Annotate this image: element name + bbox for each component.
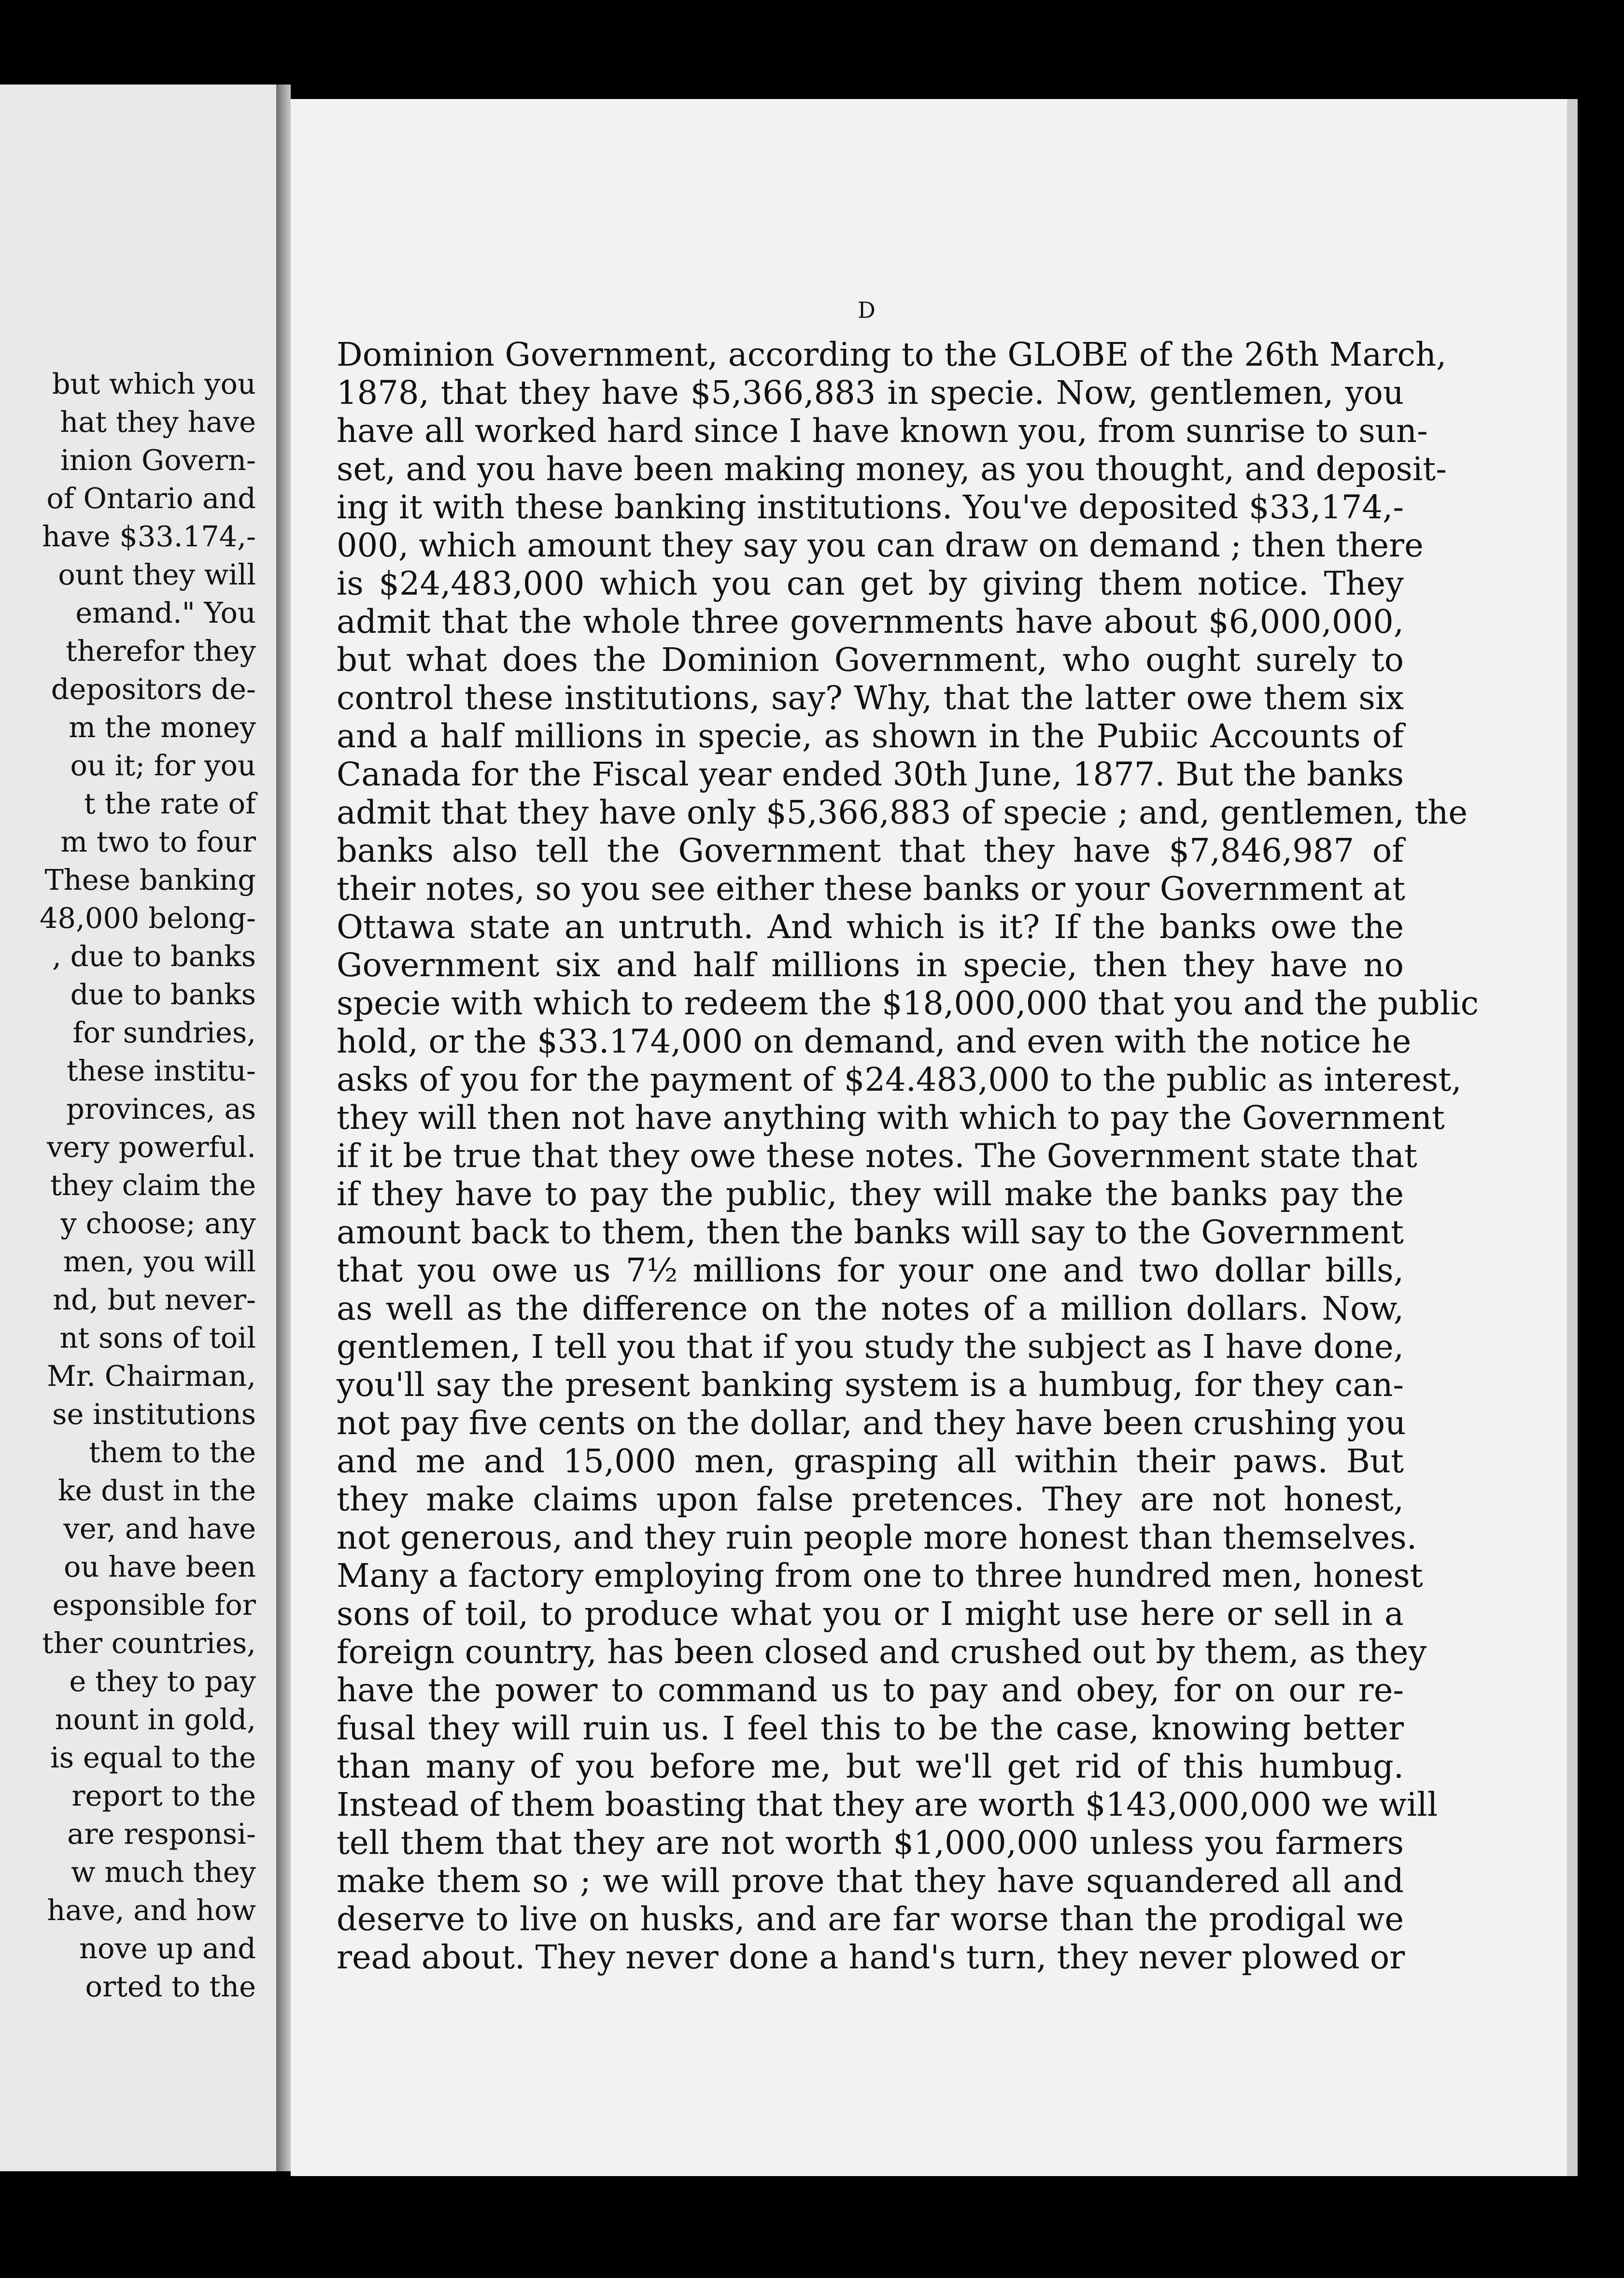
- text-line: fusal they will ruin us. I feel this to be the case, knowing better: [337, 1709, 1404, 1747]
- left-line: m two to four: [60, 825, 256, 858]
- left-line: very powerful.: [47, 1130, 256, 1164]
- text-line: tell them that they are not worth $1,000,000 unless you farmers: [337, 1824, 1404, 1862]
- page-edge: [1567, 99, 1578, 2176]
- left-line: them to the: [89, 1436, 256, 1469]
- left-line: m the money: [69, 711, 256, 744]
- text-line: foreign country, has been closed and crushed out by them, as they: [337, 1633, 1427, 1671]
- text-line: if it be true that they owe these notes. The Government state that: [337, 1137, 1417, 1175]
- left-line: esponsible for: [52, 1588, 256, 1622]
- text-line: control these institutions, say? Why, that the latter owe them six: [337, 679, 1404, 717]
- text-line: amount back to them, then the banks will say to the Government: [337, 1213, 1404, 1251]
- text-line: hold, or the $33.174,000 on demand, and even with the notice he: [337, 1023, 1412, 1060]
- text-line: but what does the Dominion Government, who ought surely to: [337, 641, 1404, 679]
- left-line: due to banks: [70, 978, 256, 1011]
- left-line: is equal to the: [50, 1741, 256, 1774]
- left-line: orted to the: [85, 1970, 256, 2003]
- text-line: asks of you for the payment of $24.483,000 to the public as interest,: [337, 1061, 1462, 1098]
- left-line: ver, and have: [63, 1512, 256, 1545]
- left-line: provinces, as: [66, 1092, 256, 1125]
- left-line: ther countries,: [42, 1626, 256, 1660]
- left-line: of Ontario and: [46, 482, 256, 515]
- left-line: se institutions: [52, 1397, 256, 1431]
- text-line: you'll say the present banking system is a humbug, for they can-: [337, 1366, 1404, 1404]
- text-line: and me and 15,000 men, grasping all within their paws. But: [337, 1442, 1404, 1480]
- left-line: emand." You: [75, 596, 256, 629]
- text-line: they will then not have anything with which to pay the Government: [337, 1099, 1445, 1137]
- text-line: 1878, that they have $5,366,883 in specie. Now, gentlemen, you: [337, 374, 1404, 412]
- text-line: 000, which amount they say you can draw on demand ; then there: [337, 527, 1424, 564]
- left-line: depositors de-: [51, 672, 256, 706]
- left-line: nove up and: [79, 1932, 256, 1965]
- left-line: therefor they: [65, 634, 256, 668]
- right-page: [291, 99, 1567, 2176]
- left-line: e they to pay: [69, 1665, 256, 1698]
- left-page: [0, 85, 276, 2171]
- text-line: and a half millions in specie, as shown in the Pubiic Accounts of: [337, 717, 1404, 755]
- left-page-text: [0, 365, 276, 2006]
- left-line: These banking: [44, 863, 256, 897]
- left-line: but which you: [52, 367, 256, 400]
- text-line: sons of toil, to produce what you or I might use here or sell in a: [337, 1595, 1404, 1633]
- text-line: not pay five cents on the dollar, and they have been crushing you: [337, 1404, 1406, 1442]
- left-line: t the rate of: [84, 787, 256, 820]
- text-line: admit that the whole three governments have about $6,000,000,: [337, 603, 1404, 641]
- book-gutter: [276, 85, 291, 2171]
- left-line: hat they have: [60, 405, 256, 439]
- left-line: are responsi-: [67, 1817, 256, 1851]
- left-line: for sundries,: [72, 1016, 256, 1049]
- text-line: ing it with these banking institutions. You've deposited $33,174,-: [337, 488, 1404, 526]
- left-line: men, you will: [63, 1245, 256, 1278]
- left-line: these institu-: [67, 1054, 256, 1087]
- body-text: [337, 336, 1479, 1977]
- left-line: ou it; for you: [70, 749, 256, 782]
- text-line: is $24,483,000 which you can get by giving them notice. They: [337, 565, 1404, 602]
- left-line: ount they will: [58, 558, 256, 591]
- text-line: Ottawa state an untruth. And which is it? If the banks owe the: [337, 908, 1404, 946]
- left-line: have, and how: [47, 1894, 256, 1927]
- text-line: they make claims upon false pretences. They are not honest,: [337, 1481, 1404, 1518]
- left-line: ou have been: [63, 1550, 256, 1583]
- text-line: have all worked hard since I have known you, from sunrise to sun-: [337, 412, 1428, 450]
- text-line: make them so ; we will prove that they have squandered all and: [337, 1862, 1404, 1900]
- left-line: , due to banks: [52, 940, 256, 973]
- text-line: deserve to live on husks, and are far worse than the prodigal we: [337, 1900, 1404, 1938]
- left-line: they claim the: [50, 1168, 256, 1202]
- text-line: Canada for the Fiscal year ended 30th June, 1877. But the banks: [337, 755, 1404, 793]
- text-line: Instead of them boasting that they are worth $143,000,000 we will: [337, 1786, 1438, 1823]
- left-line: Mr. Chairman,: [47, 1359, 256, 1393]
- text-line: gentlemen, I tell you that if you study the subject as I have done,: [337, 1328, 1404, 1366]
- text-line: banks also tell the Government that they have $7,846,987 of: [337, 832, 1404, 869]
- text-line: Dominion Government, according to the GLOBE of the 26th March,: [337, 336, 1447, 373]
- text-line: Many a factory employing from one to three hundred men, honest: [337, 1557, 1423, 1595]
- left-line: nd, but never-: [53, 1283, 256, 1316]
- text-line: their notes, so you see either these banks or your Government at: [337, 870, 1405, 908]
- left-line: ke dust in the: [57, 1474, 256, 1507]
- left-line: report to the: [71, 1779, 256, 1812]
- page-number: D: [858, 297, 876, 323]
- text-line: Government six and half millions in specie, then they have no: [337, 946, 1404, 984]
- text-line: as well as the difference on the notes of a million dollars. Now,: [337, 1290, 1404, 1327]
- text-line: have the power to command us to pay and obey, for on our re-: [337, 1671, 1404, 1709]
- text-line: if they have to pay the public, they will make the banks pay the: [337, 1175, 1404, 1213]
- left-line: have $33.174,-: [42, 520, 256, 553]
- left-line: inion Govern-: [60, 443, 256, 477]
- text-line: admit that they have only $5,366,883 of specie ; and, gentlemen, the: [337, 794, 1468, 831]
- left-line: y choose; any: [60, 1207, 256, 1240]
- text-line: specie with which to redeem the $18,000,000 that you and the public: [337, 984, 1479, 1022]
- left-line: w much they: [71, 1855, 256, 1889]
- text-line: than many of you before me, but we'll get rid of this humbug.: [337, 1748, 1404, 1785]
- left-line: 48,000 belong-: [40, 901, 256, 935]
- left-line: nount in gold,: [55, 1703, 256, 1736]
- text-line: not generous, and they ruin people more honest than themselves.: [337, 1519, 1417, 1556]
- text-line: read about. They never done a hand's turn, they never plowed or: [337, 1938, 1405, 1976]
- text-line: set, and you have been making money, as you thought, and deposit-: [337, 450, 1447, 488]
- left-line: nt sons of toil: [59, 1321, 256, 1354]
- text-line: that you owe us 7½ millions for your one and two dollar bills,: [337, 1252, 1404, 1289]
